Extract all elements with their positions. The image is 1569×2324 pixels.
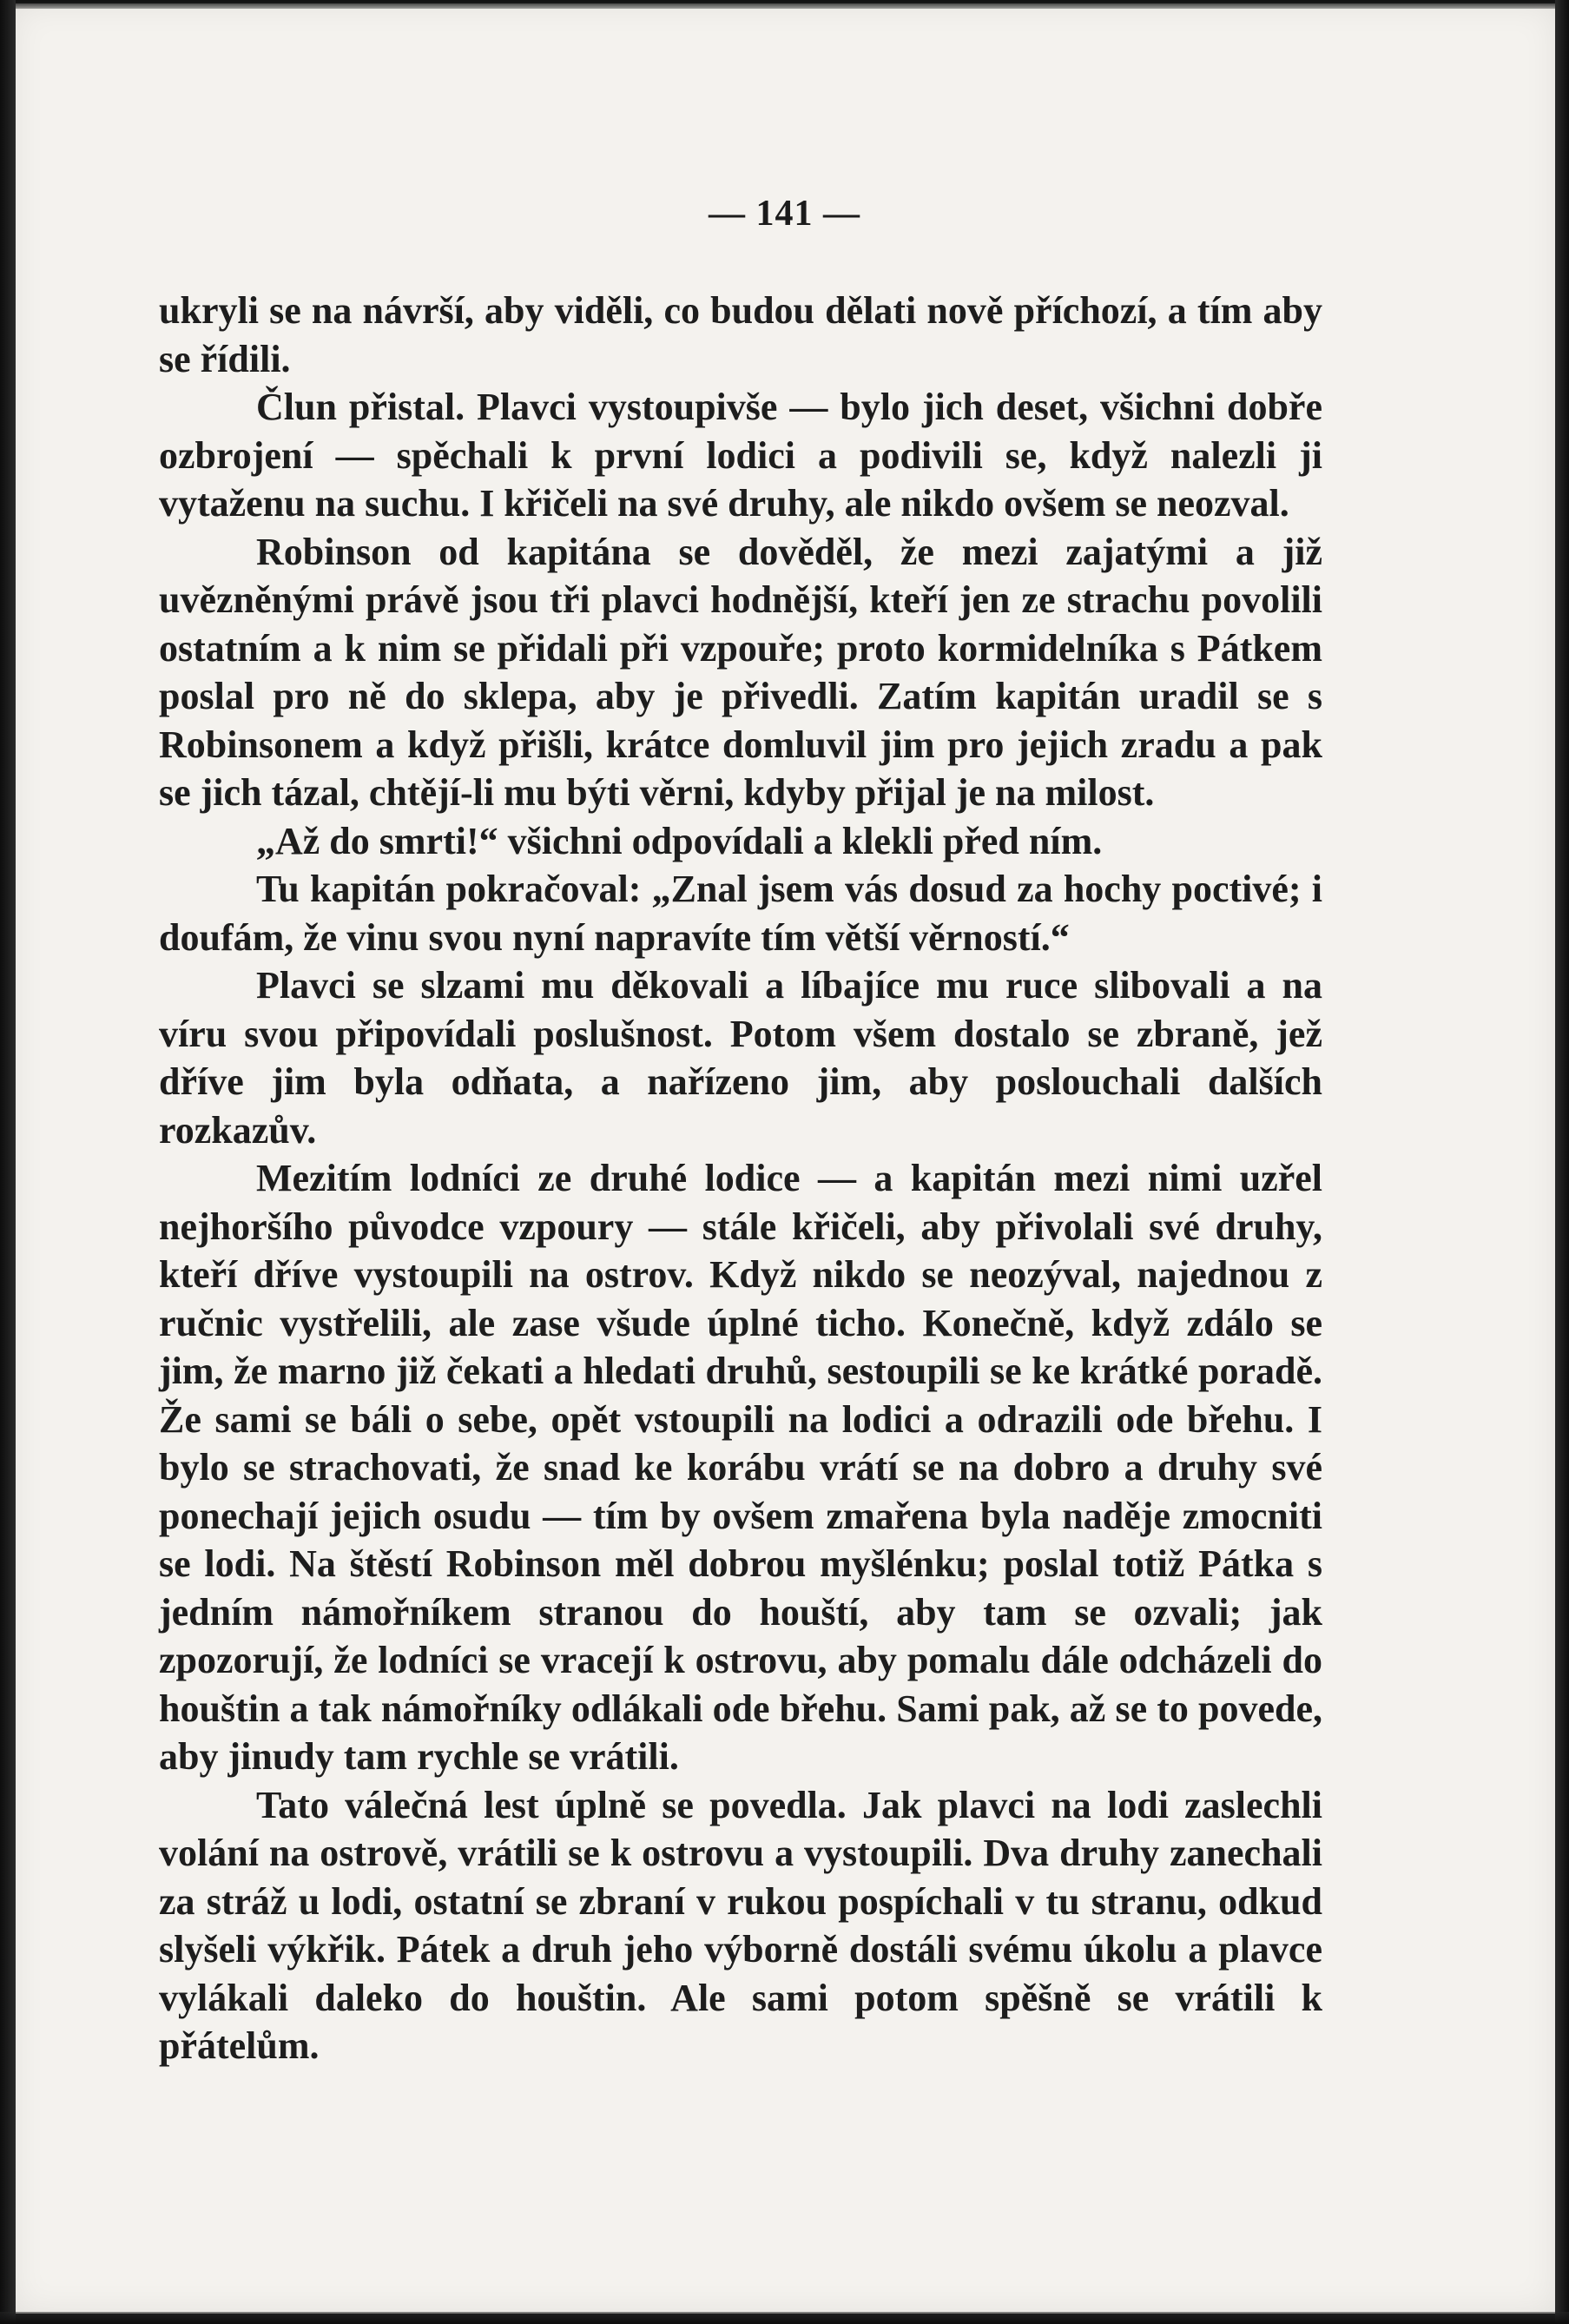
scan-edge-left [0,0,16,2324]
paragraph-3: Robinson od kapitána se dověděl, že mezi zajatými a již uvězněnými právě jsou tři plavci hodnější, kteří jen ze strachu povolili ostatním a k nim se přidali při vzpouře; proto kormidelníka s Pátkem poslal pro ně do sklepa, aby je přivedli. Zatím kapitán uradil se s Robinsonem a když přišli, krátce domluvil jim pro jejich zradu a pak se jich tázal, chtějí-li mu býti věrni, kdyby přijal je na milost. [159,530,1322,814]
paragraph-2: Člun přistal. Plavci vystoupivše — bylo jich deset, všichni dobře ozbrojení — spěchali k první lodici a podivili se, když nalezli ji vytaženu na suchu. I křičeli na své druhy, ale nikdo ovšem se neozval. [159,386,1322,525]
paragraph-4: „Až do smrti!“ všichni odpovídali a klekli před ním. [256,819,1103,862]
scan-edge-top [0,0,1569,9]
paragraph-7: Mezitím lodníci ze druhé lodice — a kapitán mezi nimi uzřel nejhoršího původce vzpoury — stále křičeli, aby přivolali své druhy, kteří dříve vystoupili na ostrov. Když nikdo se neozýval, najednou z ručnic vystřelili, ale zase všude úplné ticho. Konečně, když zdálo se jim, že marno již čekati a hledati druhů, sestoupili se ke krátké poradě. Že sami se báli o sebe, opět vstoupili na lodici a odrazili ode břehu. I bylo se strachovati, že snad ke korábu vrátí se na dobro a druhy své ponechají jejich osudu — tím by ovšem zmařena byla naděje zmocniti se lodi. Na štěstí Robinson měl dobrou myšlénku; poslal totiž Pátka s jedním námořníkem stranou do houští, aby tam se ozvali; jak zpozorují, že lodníci se vracejí k ostrovu, aby pomalu dále odcházeli do houštin a tak námořníky odlákali ode břehu. Sami pak, až se to povede, aby jinudy tam rychle se vrátili. [159,1157,1322,1778]
scan-edge-bottom [0,2312,1569,2324]
page-number: — 141 — [709,194,860,234]
paragraph-6: Plavci se slzami mu děkovali a líbajíce mu ruce slibovali a na víru svou připovídali poslušnost. Potom všem dostalo se zbraně, jež dříve jim byla odňata, a nařízeno jim, aby poslouchali dalších rozkazův. [159,964,1322,1152]
paragraph-8: Tato válečná lest úplně se povedla. Jak plavci na lodi zaslechli volání na ostrově, vrátili se k ostrovu a vystoupili. Dva druhy zanechali za stráž u lodi, ostatní se zbraní v rukou pospíchali v tu stranu, odkud slyšeli výkřik. Pátek a druh jeho výborně dostáli svému úkolu a plavce vylákali daleko do houštin. Ale sami potom spěšně se vrátili k přátelům. [159,1783,1322,2067]
paragraph-1: ukryli se na návrší, aby viděli, co budou dělati nově příchozí, a tím aby se řídili. [159,289,1322,380]
body-text [159,287,1322,2070]
paragraph-5: Tu kapitán pokračoval: „Znal jsem vás dosud za hochy poctivé; i doufám, že vinu svou nyní napravíte tím větší věrností.“ [159,868,1322,959]
scan-edge-right [1555,0,1569,2324]
